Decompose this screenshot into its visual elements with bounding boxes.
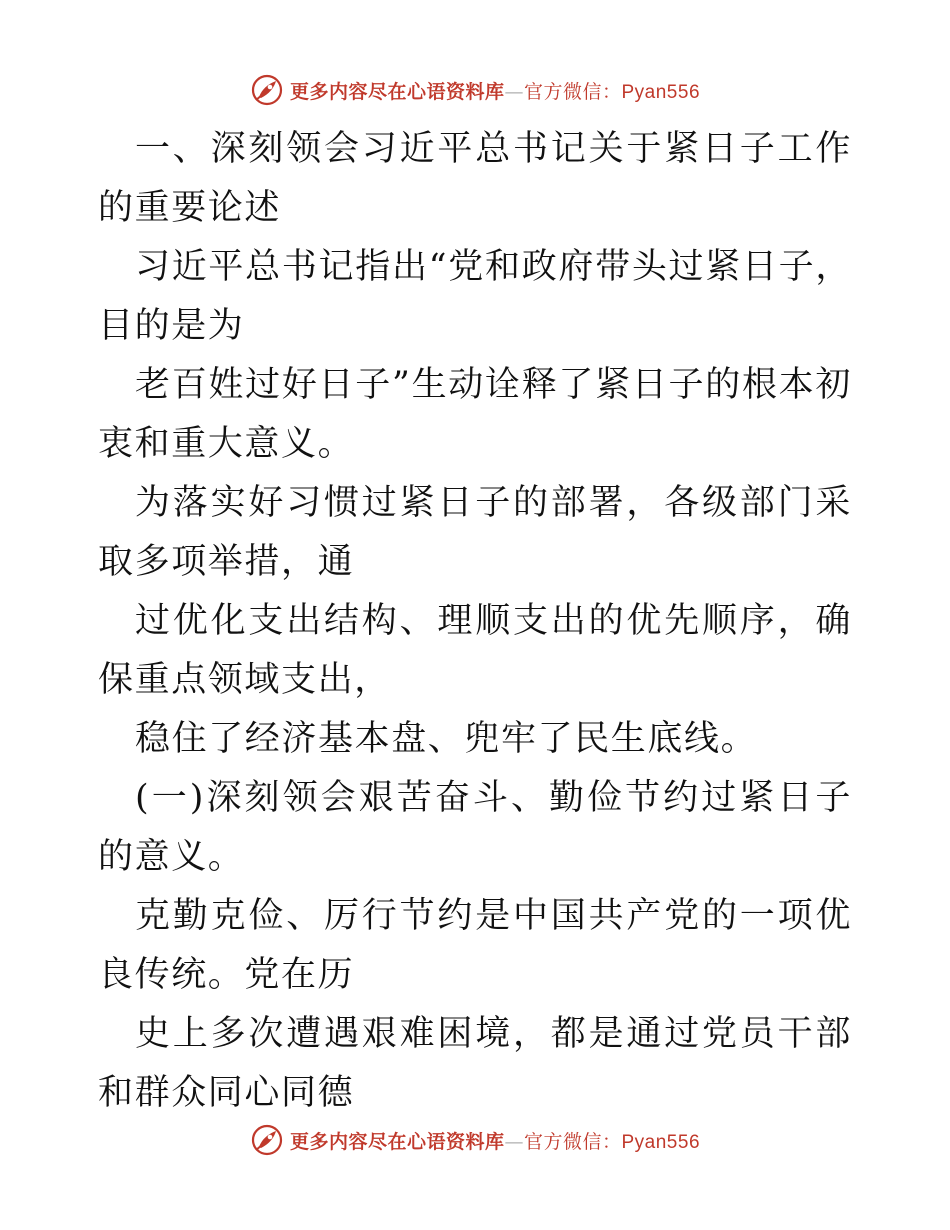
footer-brand: 更多内容尽在心语资料库 [289,1130,505,1153]
paragraph: 稳住了经济基本盘、兜牢了民生底线。 [135,719,758,759]
footer-wechat-label: 官方微信： [523,1130,622,1153]
document-body [98,120,852,1123]
footer-banner-text [290,1127,700,1154]
paragraph: 一、深刻领会习近平总书记关于紧日子工作的重要论述 [98,129,852,228]
pen-nib-logo-icon [250,1123,284,1157]
footer-wechat-id: Pyan556 [621,1131,701,1153]
header-brand: 更多内容尽在心语资料库 [289,80,505,103]
footer-dash: — [504,1130,524,1153]
paragraph: 克勤克俭、厉行节约是中国共产党的一项优良传统。党在历 [98,896,852,995]
header-wechat-id: Pyan556 [621,81,701,103]
pen-nib-logo-icon [250,73,284,107]
paragraph: 为落实好习惯过紧日子的部署，各级部门采取多项举措，通 [98,483,852,582]
paragraph: 老百姓过好日子”生动诠释了紧日子的根本初衷和重大意义。 [98,365,852,464]
paragraph: 习近平总书记指出“党和政府带头过紧日子，目的是为 [98,247,852,346]
paragraph: 过优化支出结构、理顺支出的优先顺序，确保重点领域支出， [98,601,852,700]
header-dash: — [504,80,524,103]
paragraph: 史上多次遭遇艰难困境，都是通过党员干部和群众同心同德 [98,1014,852,1113]
footer-banner [0,1120,950,1160]
header-wechat-label: 官方微信： [523,80,622,103]
paragraph: (一)深刻领会艰苦奋斗、勤俭节约过紧日子的意义。 [98,778,852,877]
header-banner [0,70,950,110]
header-banner-text [290,77,700,104]
